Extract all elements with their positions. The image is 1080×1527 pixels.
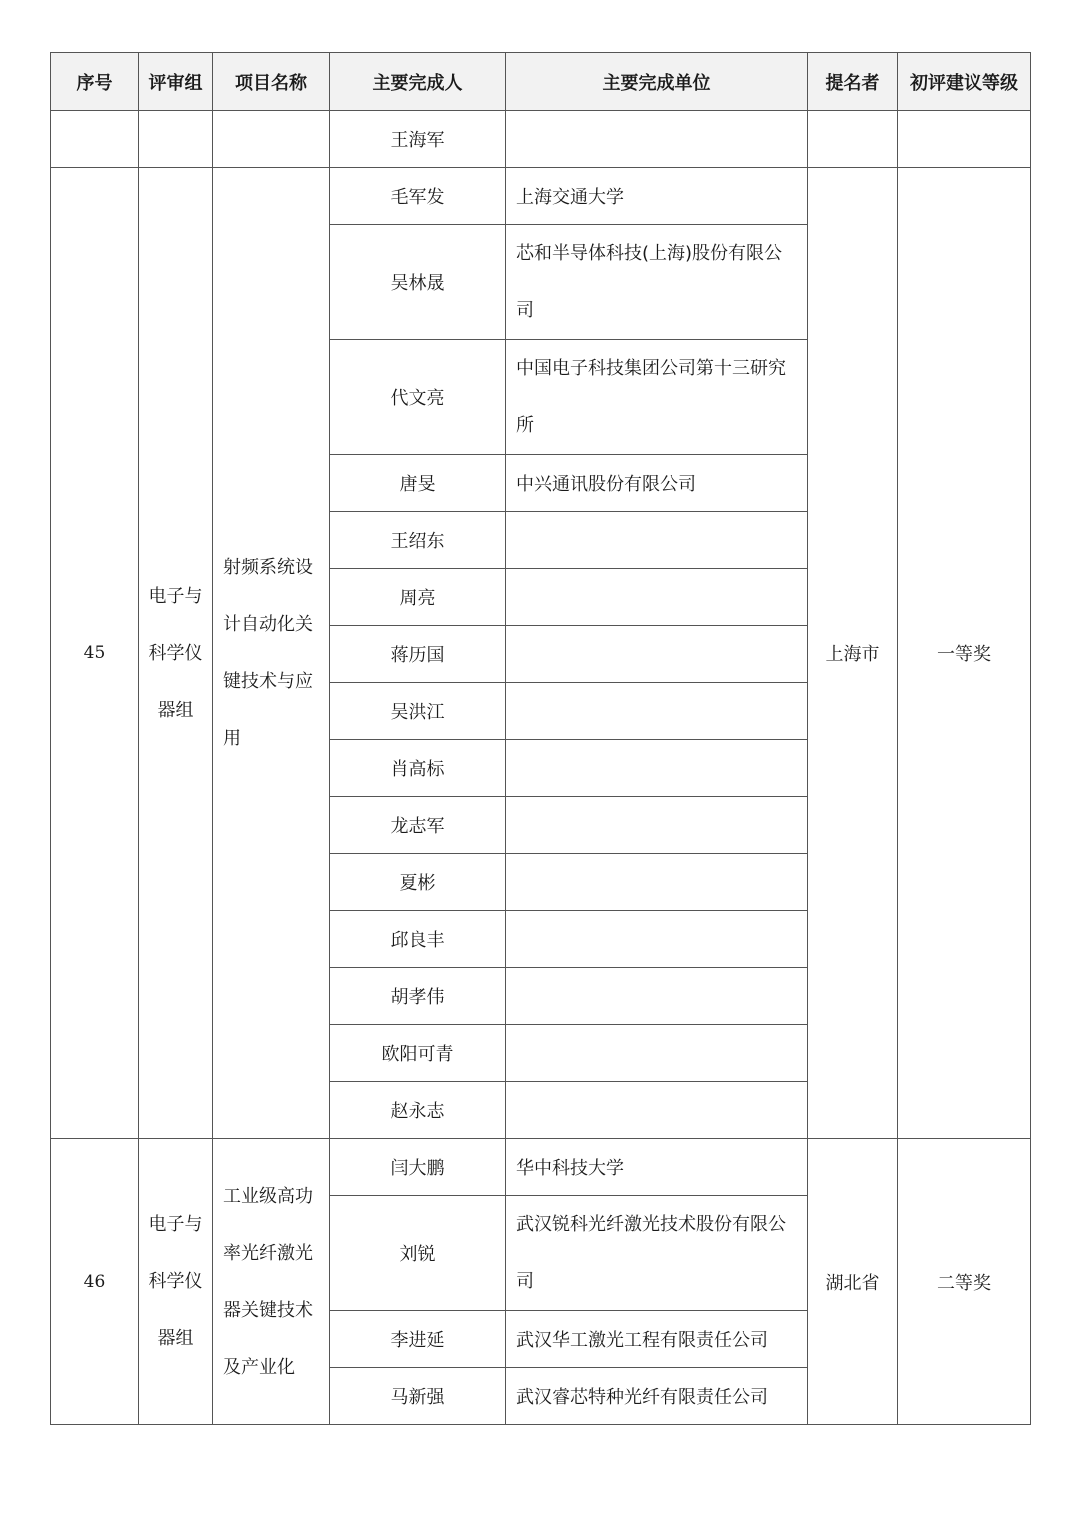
table-row <box>51 111 1031 168</box>
project-number: 45 <box>51 168 139 1139</box>
unit-cell: 华中科技大学 <box>506 1139 808 1196</box>
unit-cell <box>506 512 808 569</box>
person-cell: 蒋历国 <box>330 626 506 683</box>
unit-cell: 中兴通讯股份有限公司 <box>506 455 808 512</box>
header-row <box>51 53 1031 111</box>
empty-cell <box>139 111 213 168</box>
award-level: 一等奖 <box>898 168 1031 1139</box>
person-cell: 马新强 <box>330 1368 506 1425</box>
person-cell: 代文亮 <box>330 340 506 455</box>
person-cell: 刘锐 <box>330 1196 506 1311</box>
unit-cell: 武汉睿芯特种光纤有限责任公司 <box>506 1368 808 1425</box>
person-cell: 夏彬 <box>330 854 506 911</box>
nominator: 湖北省 <box>808 1139 898 1425</box>
header-group: 评审组 <box>139 53 213 111</box>
unit-cell: 上海交通大学 <box>506 168 808 225</box>
unit-cell <box>506 968 808 1025</box>
person-cell: 闫大鹏 <box>330 1139 506 1196</box>
project-name: 射频系统设计自动化关键技术与应用 <box>213 168 330 1139</box>
person-cell: 吴洪江 <box>330 683 506 740</box>
person-cell: 龙志军 <box>330 797 506 854</box>
person-cell: 毛军发 <box>330 168 506 225</box>
person-cell: 周亮 <box>330 569 506 626</box>
header-level: 初评建议等级 <box>898 53 1031 111</box>
unit-cell <box>506 740 808 797</box>
header-unit: 主要完成单位 <box>506 53 808 111</box>
unit-cell: 中国电子科技集团公司第十三研究所 <box>506 340 808 455</box>
header-project: 项目名称 <box>213 53 330 111</box>
table-row <box>51 1139 1031 1196</box>
header-nominator: 提名者 <box>808 53 898 111</box>
award-level: 二等奖 <box>898 1139 1031 1425</box>
unit-cell <box>506 683 808 740</box>
nominator: 上海市 <box>808 168 898 1139</box>
review-group: 电子与科学仪器组 <box>139 168 213 1139</box>
project-name: 工业级高功率光纤激光器关键技术及产业化 <box>213 1139 330 1425</box>
person-cell: 肖高标 <box>330 740 506 797</box>
awards-table <box>50 52 1031 1425</box>
person-cell: 李进延 <box>330 1311 506 1368</box>
unit-cell <box>506 854 808 911</box>
person-cell: 王绍东 <box>330 512 506 569</box>
header-num: 序号 <box>51 53 139 111</box>
person-cell: 胡孝伟 <box>330 968 506 1025</box>
unit-cell <box>506 1082 808 1139</box>
unit-cell <box>506 111 808 168</box>
empty-cell <box>808 111 898 168</box>
empty-cell <box>51 111 139 168</box>
header-person: 主要完成人 <box>330 53 506 111</box>
unit-cell <box>506 911 808 968</box>
empty-cell <box>213 111 330 168</box>
unit-cell: 芯和半导体科技(上海)股份有限公司 <box>506 225 808 340</box>
unit-cell: 武汉华工激光工程有限责任公司 <box>506 1311 808 1368</box>
unit-cell <box>506 1025 808 1082</box>
unit-cell: 武汉锐科光纤激光技术股份有限公司 <box>506 1196 808 1311</box>
table-row <box>51 168 1031 225</box>
person-cell: 赵永志 <box>330 1082 506 1139</box>
unit-cell <box>506 797 808 854</box>
empty-cell <box>898 111 1031 168</box>
person-cell: 欧阳可青 <box>330 1025 506 1082</box>
person-cell: 唐旻 <box>330 455 506 512</box>
unit-cell <box>506 626 808 683</box>
review-group: 电子与科学仪器组 <box>139 1139 213 1425</box>
person-cell: 王海军 <box>330 111 506 168</box>
person-cell: 邱良丰 <box>330 911 506 968</box>
person-cell: 吴林晟 <box>330 225 506 340</box>
project-number: 46 <box>51 1139 139 1425</box>
unit-cell <box>506 569 808 626</box>
